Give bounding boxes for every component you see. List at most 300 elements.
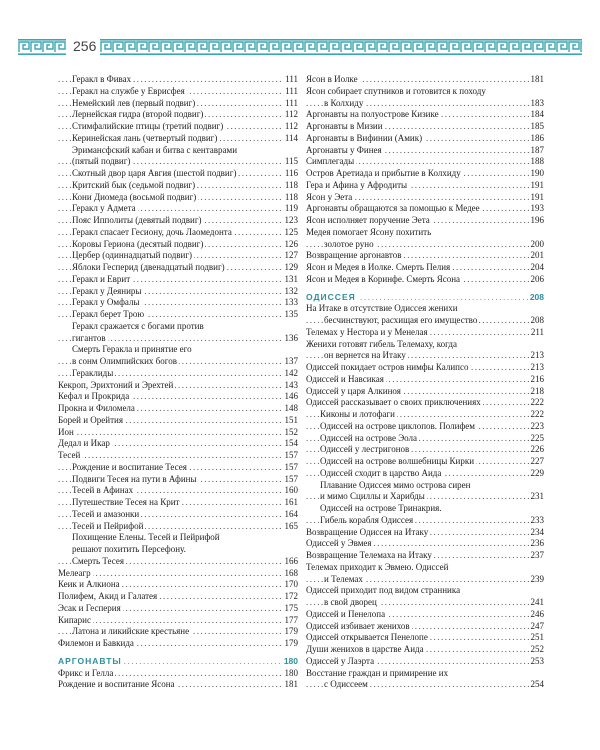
toc-entry-page: 183 [530,97,544,108]
toc-entry-title: Телемах приходит к Эвмею. Одиссей [306,561,449,572]
toc-entry [306,632,544,644]
toc-entry [306,409,544,421]
toc-entry-title: Гибель корабля Одиссея [320,514,414,525]
toc-entry [58,180,298,192]
toc-entry-page: 170 [284,579,298,590]
toc-entry [306,386,544,398]
toc-entry [306,315,544,327]
toc-entry-title: Эсак и Гесперия [58,602,121,613]
toc-entry-page: 166 [284,555,298,566]
toc-entry-title: гигантов [72,332,106,343]
toc-entry [58,509,298,521]
toc-entry-title: Симплегады [306,156,355,167]
toc-entry [58,544,298,556]
toc-entry [306,121,544,133]
toc-entry [58,309,298,321]
toc-entry [306,491,544,503]
toc-entry-title: Возвращение Телемаха на Итаку [306,550,432,560]
toc-entry-title: ОДИССЕЯ [306,291,356,302]
toc-entry-title: бесчинствуют, расхищая его имущество [324,315,478,325]
toc-entry-title: Ясон и Медея в Коринфе. Смерть Ясона [306,273,461,284]
toc-entry [306,156,544,168]
toc-entry [306,362,544,374]
toc-entry-title: Одиссей избивает женихов [306,620,410,631]
toc-entry [306,656,544,668]
toc-entry-page: 180 [284,667,298,678]
toc-entry-page: 111 [285,74,298,84]
toc-entry [58,192,298,204]
toc-entry-page: 237 [530,550,544,560]
toc-entry-title: Филемон и Бавкида [58,638,134,648]
toc-entry-page: 137 [284,356,298,366]
toc-entry [58,485,298,497]
toc-entry-page: 135 [284,309,298,319]
toc-left-column [58,74,298,691]
toc-entry-page: 216 [530,373,544,384]
toc-entry-title: Одиссей покидает остров нимфы Калипсо [306,362,469,372]
toc-entry-page: 133 [284,297,298,308]
toc-entry-page: 211 [530,326,544,337]
toc-entry [58,286,298,298]
toc-entry [306,274,544,286]
toc-entry [306,98,544,110]
toc-entry-page: 222 [530,409,544,419]
toc-entry-page: 222 [530,397,544,408]
toc-entry-title: Скотный двор царя Авгия (шестой подвиг) [72,168,237,178]
toc-entry-page: 190 [530,168,544,178]
toc-entry [58,74,298,86]
toc-entry-title: Фрикс и Гелла [58,667,114,678]
toc-entry [306,145,544,157]
toc-entry-title: Цербер (одиннадцатый подвиг) [72,250,193,261]
toc-entry-title: Критский бык (седьмой подвиг) [72,179,196,190]
toc-entry-title: в Колхиду [324,97,364,108]
toc-entry [58,497,298,509]
toc-entry [306,574,544,586]
toc-entry-title: Аргонавты в Мизии [306,121,383,131]
toc-entry-title: Аргонавты в Вифинии (Амик) [306,132,423,143]
toc-entry-page: 223 [530,420,544,431]
toc-entry-title: Похищение Елены. Тесей и Пейрифой [72,532,220,543]
toc-entry-title: Одиссей у Лаэрта [306,655,375,666]
greek-key-band-left [18,39,66,55]
toc-entry [58,86,298,98]
toc-entry-title: в сонм Олимпийских богов [72,356,177,366]
toc-entry-title: Женихи готовят гибель Телемаху, когда [306,338,457,349]
toc-entry-page: 157 [284,473,298,484]
toc-entry-title: Яблоки Гесперид (двенадцатый подвиг) [72,262,225,272]
toc-entry-title: Пояс Ипполиты (девятый подвиг) [72,215,202,225]
toc-entry-title: Возвращение Одиссея на Итаку [306,526,429,537]
toc-entry-title: Дедал и Икар [58,438,110,449]
toc-entry [306,250,544,262]
toc-entry-title: Полифем, Акид и Галатея [58,591,158,601]
toc-section-heading [58,656,298,668]
toc-entry-page: 241 [530,597,544,607]
toc-entry-title: Кефал и Прокрида [58,391,130,402]
toc-entry-title: Медея помогает Ясону похитить [306,226,432,237]
toc-entry [306,133,544,145]
toc-entry [306,350,544,362]
toc-entry-title: Геракл на службе у Еврисфея [72,85,185,96]
toc-entry-title: Смерть Тесея [72,555,124,566]
toc-entry [306,503,544,515]
toc-entry [306,303,544,315]
toc-entry [58,668,298,680]
toc-entry-title: Геракл в Фивах [72,74,132,84]
toc-entry-title: Геракл сражается с богами против [72,320,204,331]
toc-entry-page: 148 [284,403,298,413]
toc-entry [306,215,544,227]
toc-entry [306,585,544,597]
toc-entry [58,638,298,650]
toc-entry-title: Одиссей на острове Тринакрия. [320,503,442,513]
toc-entry-page: 112 [284,121,298,131]
toc-entry-page: 111 [285,85,298,96]
toc-entry-page: 168 [284,567,298,578]
toc-entry [306,421,544,433]
toc-entry-page: 129 [284,262,298,272]
toc-entry-title: Аргонавты обращаются за помощью к Медее [306,203,480,214]
toc-entry-page: 165 [284,520,298,531]
toc-entry-page: 146 [284,391,298,402]
toc-entry-page: 111 [285,97,298,108]
toc-entry-page: 123 [284,215,298,225]
toc-entry-page: 181 [530,74,544,84]
toc-entry [306,550,544,562]
toc-entry-page: 213 [530,362,544,372]
toc-entry-page: 185 [530,121,544,131]
page-header [0,33,600,61]
toc-entry-title: Латона и ликийские крестьяне [72,626,190,637]
toc-entry-title: Тесей и Пейрифой [72,520,144,531]
toc-entry-page: 160 [284,485,298,496]
toc-entry [306,109,544,121]
toc-entry-page: 184 [530,109,544,120]
toc-entry [58,333,298,345]
toc-entry [306,468,544,480]
toc-entry [58,274,298,286]
toc-entry-title: Тесей [58,450,81,460]
toc-entry-page: 234 [530,526,544,537]
toc-entry-page: 125 [284,226,298,237]
toc-entry-page: 231 [530,491,544,502]
toc-entry-page: 172 [284,591,298,601]
toc-entry [58,156,298,168]
toc-entry-title: Керинейская лань (четвертый подвиг) [72,132,218,143]
toc-entry-page: 181 [284,679,298,690]
toc-entry-title: Телемах у Нестора и у Менелая [306,326,428,337]
toc-entry-page: 252 [530,644,544,654]
toc-entry-title: Путешествие Тесея на Крит [72,497,180,507]
toc-entry [306,444,544,456]
toc-entry-title: Геракл у Деяниры [72,285,142,296]
toc-entry-title: Кеик и Алкиона [58,579,120,590]
toc-entry [58,239,298,251]
toc-entry-title: АРГОНАВТЫ [58,655,122,666]
toc-entry [306,515,544,527]
toc-entry [306,86,544,98]
toc-entry-title: Ясон собирает спутников и готовится к походу [306,85,486,96]
toc-entry-title: Одиссей у царя Алкиноя [306,385,401,396]
toc-entry-title: Немейский лев (первый подвиг) [72,97,196,108]
toc-entry [306,168,544,180]
toc-entry-page: 206 [530,273,544,284]
toc-entry [58,250,298,262]
toc-entry-page: 157 [284,461,298,472]
toc-entry [306,227,544,239]
toc-entry [58,321,298,333]
toc-entry-page: 118 [284,179,298,190]
toc-entry [58,121,298,133]
toc-entry-page: 177 [284,614,298,625]
toc-entry-title: Геракл спасает Гесиону, дочь Лаомедонта [72,226,232,237]
toc-entry-page: 191 [530,191,544,202]
toc-entry [58,98,298,110]
toc-entry-page: 226 [530,444,544,455]
toc-entry-title: Одиссей у Эвмея [306,538,372,549]
toc-entry-title: Одиссей рассказывает о своих приключениях [306,397,481,408]
toc-entry [58,591,298,603]
toc-entry-page: 251 [530,632,544,643]
toc-entry-title: На Итаке в отсутствие Одиссея женихи [306,303,458,314]
toc-entry [58,203,298,215]
toc-entry [306,679,544,691]
toc-entry [306,538,544,550]
page-number: 256 [73,38,97,54]
toc-entry-title: он вернется на Итаку [324,350,406,361]
toc-entry [58,145,298,157]
toc-entry-page: 114 [284,132,298,143]
toc-entry [58,462,298,474]
toc-entry-title: Одиссей сходит в царство Аида [320,467,442,478]
toc-entry-page: 118 [284,191,298,202]
toc-entry-title: Восстание граждан и примирение их [306,667,449,678]
toc-entry-page: 191 [530,179,544,190]
toc-entry [306,180,544,192]
toc-entry-title: Кипарис [58,614,91,625]
toc-entry [306,374,544,386]
toc-entry-title: Борей и Орейтия [58,414,123,425]
toc-entry [58,679,298,691]
toc-entry-title: Геракл и Еврит [72,273,131,284]
toc-entry-page: 179 [284,638,298,648]
toc-entry-page: 127 [284,250,298,261]
greek-key-band-right [100,39,582,55]
toc-entry [58,391,298,403]
toc-entry [58,227,298,239]
toc-entry [58,603,298,615]
toc-entry [306,609,544,621]
toc-entry-page: 236 [530,538,544,549]
toc-entry [58,262,298,274]
toc-entry [58,109,298,121]
toc-entry [306,562,544,574]
toc-entry [58,168,298,180]
toc-entry-page: 164 [284,508,298,519]
toc-entry-page: 196 [530,215,544,225]
toc-entry-title: Эримансфский кабан и битва с кентаврами [72,144,238,155]
toc-entry [58,474,298,486]
toc-entry-page: 254 [530,679,544,690]
toc-entry-title: и мимо Сциллы и Харибды [320,491,425,502]
toc-entry-page: 200 [530,238,544,249]
toc-entry-page: 132 [284,285,298,296]
toc-entry [306,239,544,251]
toc-entry-title: Ясон и Медея в Иолке. Смерть Пелия [306,262,451,272]
toc-entry [306,621,544,633]
toc-entry-page: 154 [284,438,298,449]
toc-entry [306,668,544,680]
toc-entry [58,521,298,533]
toc-entry-title: Тесей в Афинах [72,485,134,496]
toc-entry-title: Одиссей у лестригонов [320,444,410,455]
toc-entry-page: 180 [283,655,298,666]
toc-entry-page: 208 [529,291,544,302]
toc-entry-title: Рождение и воспитание Ясона [58,679,175,690]
toc-entry-title: Ясон исполняет поручение Эета [306,215,430,225]
toc-entry-title: Смерть Геракла и принятие его [72,344,192,355]
toc-entry-page: 131 [284,273,298,284]
toc-entry [58,427,298,439]
toc-entry-title: Ион [58,426,74,437]
toc-entry-title: Гера и Афина у Афродиты [306,179,408,190]
toc-entry-title: (пятый подвиг) [72,156,131,167]
toc-entry-page: 213 [530,350,544,361]
toc-entry-title: Ясон у Эета [306,191,353,202]
toc-entry-title: Лернейская гидра (второй подвиг) [72,109,204,120]
toc-entry [58,579,298,591]
toc-entry-title: Ясон в Иолке [306,74,358,84]
toc-entry-page: 179 [284,626,298,637]
toc-entry-page: 175 [284,602,298,613]
toc-entry-page: 218 [530,385,544,396]
toc-entry [58,356,298,368]
toc-entry [306,339,544,351]
toc-entry-page: 253 [530,655,544,666]
toc-entry-page: 239 [530,573,544,584]
toc-entry-title: Стимфалийские птицы (третий подвиг) [72,121,224,131]
toc-entry-page: 186 [530,132,544,143]
toc-entry-title: Кони Диомеда (восьмой подвиг) [72,191,197,202]
toc-entry [306,644,544,656]
toc-entry [58,380,298,392]
toc-entry-title: Одиссей на острове циклопов. Полифем [320,420,475,431]
toc-entry-title: Аргонавты на полуострове Кизике [306,109,439,120]
toc-entry [58,438,298,450]
toc-entry [306,456,544,468]
toc-entry [306,203,544,215]
toc-entry [306,480,544,492]
toc-entry [306,74,544,86]
toc-entry-page: 233 [530,514,544,525]
toc-entry-title: Геракл у Омфалы [72,297,140,308]
toc-entry-page: 112 [284,109,298,120]
toc-entry-page: 208 [530,315,544,325]
toc-entry-page: 188 [530,156,544,167]
toc-entry-title: Мелеагр [58,567,91,578]
toc-entry-page: 201 [530,250,544,261]
toc-entry-title: Киконы и лотофаги [320,409,395,419]
toc-entry [58,450,298,462]
toc-entry-title: Геракл у Адмета [72,203,136,214]
toc-entry [306,262,544,274]
toc-entry [58,368,298,380]
toc-entry [58,556,298,568]
toc-entry-title: Гераклиды [72,367,114,378]
toc-entry-title: Одиссей и Пенелопа [306,608,386,619]
toc-entry [306,433,544,445]
toc-entry-page: 193 [530,203,544,214]
toc-entry-page: 151 [284,414,298,425]
toc-entry-page: 161 [284,497,298,507]
toc-entry-title: Геракл берет Трою [72,309,145,319]
toc-entry [58,532,298,544]
toc-entry [58,568,298,580]
toc-entry-title: Коровы Гериона (десятый подвиг) [72,238,204,249]
toc-entry-title: Подвиги Тесея на пути в Афины [72,473,197,484]
toc-entry-title: Возвращение аргонавтов [306,250,402,261]
toc-entry [306,192,544,204]
toc-entry-title: Прокна и Филомела [58,403,135,413]
toc-right-column [306,74,544,691]
toc-entry-title: в свой дворец [324,597,377,607]
toc-entry-page: 204 [530,262,544,272]
toc-entry-title: Одиссей на острове волшебницы Кирки [320,456,475,466]
toc-entry [58,415,298,427]
toc-entry-title: Аргонавты у Финея [306,144,382,155]
toc-entry-page: 136 [284,332,298,343]
toc-entry-page: 116 [284,168,298,178]
toc-entry-page: 227 [530,456,544,466]
toc-entry-title: Одиссей и Навсикая [306,373,384,384]
toc-entry [306,327,544,339]
toc-section-heading [306,292,544,304]
toc-entry [306,597,544,609]
toc-entry [306,527,544,539]
toc-entry-title: Кекроп, Эрихтоний и Эрехтей [58,379,174,390]
toc-entry-title: Рождение и воспитание Тесея [72,461,187,472]
toc-entry-page: 115 [284,156,298,167]
toc-entry-title: с Одиссеем [324,679,368,690]
toc-entry-title: и Телемах [324,573,363,584]
toc-entry [58,403,298,415]
toc-entry [58,297,298,309]
toc-entry [58,215,298,227]
toc-entry-title: Остров Аретиада и прибытие в Колхиду [306,168,461,178]
toc-entry-title: Души женихов в царстве Аида [306,644,424,654]
toc-entry-title: золотое руно [324,238,374,249]
toc-entry-page: 143 [284,379,298,390]
toc-entry-page: 126 [284,238,298,249]
toc-entry-page: 225 [530,432,544,443]
toc-entry [58,344,298,356]
toc-entry-page: 229 [530,467,544,478]
toc-entry-title: решают похитить Персефону. [72,544,186,554]
toc-entry-page: 142 [284,367,298,378]
toc-entry-page: 119 [284,203,298,214]
toc-entry-page: 246 [530,608,544,619]
toc-entry-page: 152 [284,426,298,437]
toc-entry [58,626,298,638]
toc-entry-title: Тесей и амазонки [72,508,140,519]
toc-entry-page: 157 [284,450,298,460]
toc-entry-title: Одиссей открывается Пенелопе [306,632,428,643]
toc-entry [58,615,298,627]
toc-entry-page: 247 [530,620,544,631]
toc-entry-page: 187 [530,144,544,155]
toc-entry [58,133,298,145]
